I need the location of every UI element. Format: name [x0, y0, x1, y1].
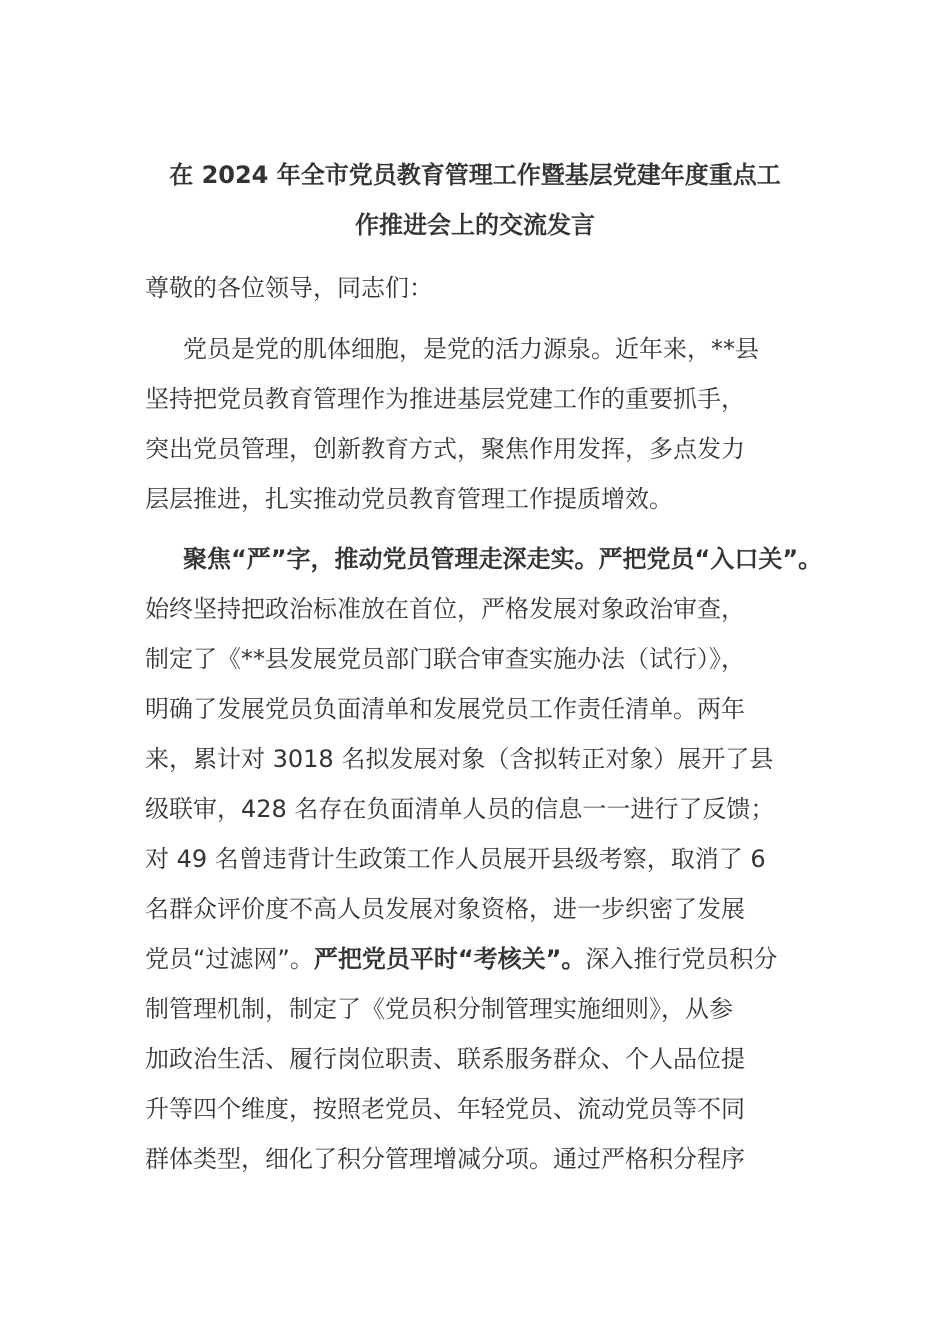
paragraph-strict — [145, 534, 835, 1184]
inline-text: 深入推行党员积分 — [585, 945, 778, 973]
paragraph-line: 升等四个维度，按照老党员、年轻党员、流动党员等不同 — [145, 1095, 745, 1123]
paragraph-line: 始终坚持把政治标准放在首位，严格发展对象政治审查， — [145, 595, 745, 623]
title-line-2: 作推进会上的交流发言 — [355, 211, 595, 239]
paragraph-line: 加政治生活、履行岗位职责、联系服务群众、个人品位提 — [145, 1045, 745, 1073]
section-heading: 聚焦“严”字，推动党员管理走深走实。严把党员“入口关”。 — [183, 545, 823, 573]
salutation: 尊敬的各位领导，同志们： — [145, 274, 433, 302]
paragraph-line: 级联审，428 名存在负面清单人员的信息一一进行了反馈； — [145, 795, 775, 823]
inline-bold-heading: 严把党员平时“考核关”。 — [313, 945, 586, 973]
paragraph-line-mixed — [145, 934, 835, 984]
paragraph-line: 群体类型，细化了积分管理增减分项。通过严格积分程序 — [145, 1145, 745, 1173]
paragraph-line: 名群众评价度不高人员发展对象资格，进一步织密了发展 — [145, 895, 745, 923]
paragraph-line: 层层推进，扎实推动党员教育管理工作提质增效。 — [145, 485, 673, 513]
document-title — [145, 150, 805, 250]
paragraph-line: 明确了发展党员负面清单和发展党员工作责任清单。两年 — [145, 695, 745, 723]
inline-text: 党员“过滤网”。 — [145, 945, 314, 973]
paragraph-line: 来，累计对 3018 名拟发展对象（含拟转正对象）展开了县 — [145, 745, 774, 773]
paragraph-line: 突出党员管理，创新教育方式，聚焦作用发挥，多点发力 — [145, 435, 745, 463]
paragraph-line: 制管理机制，制定了《党员积分制管理实施细则》，从参 — [145, 995, 733, 1023]
paragraph-line: 制定了《**县发展党员部门联合审查实施办法（试行）》， — [145, 645, 745, 673]
paragraph-line: 对 49 名曾违背计生政策工作人员展开县级考察，取消了 6 — [145, 845, 766, 873]
paragraph-intro — [145, 324, 835, 524]
paragraph-line: 党员是党的肌体细胞，是党的活力源泉。近年来，**县 — [183, 335, 759, 363]
title-line-1: 在 2024 年全市党员教育管理工作暨基层党建年度重点工 — [169, 161, 781, 189]
paragraph-line: 坚持把党员教育管理作为推进基层党建工作的重要抓手， — [145, 385, 745, 413]
